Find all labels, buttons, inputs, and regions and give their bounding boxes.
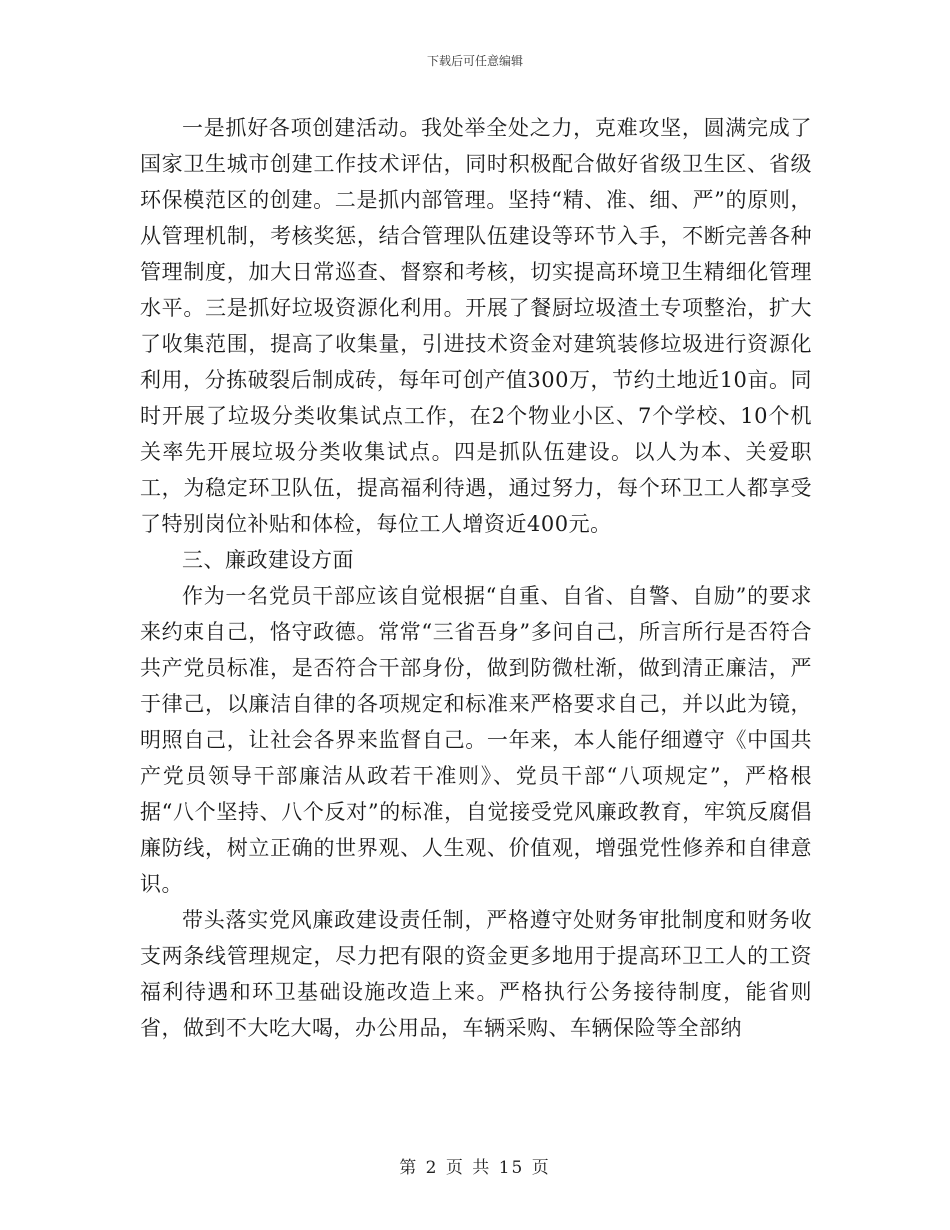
- page-header: 下载后可任意编辑: [426, 54, 523, 68]
- paragraph-3: 带头落实党风廉政建设责任制，严格遵守处财务审批制度和财务收支两条线管理规定，尽力把有限的资金更多地用于提高环卫工人的工资福利待遇和环卫基础设施改造上来。严格执行公务接待制度，能省则省，做到不大吃大喝，办公用品，车辆采购、车辆保险等全部纳: [140, 908, 812, 1040]
- section-heading: 三、廉政建设方面: [182, 548, 354, 572]
- paragraph-2: 作为一名党员干部应该自觉根据“自重、自省、自警、自励”的要求来约束自己，恪守政德。常常“三省吾身”多问自己，所言所行是否符合共产党员标准，是否符合干部身份，做到防微杜渐，做到清正廉洁，严于律己，以廉洁自律的各项规定和标准来严格要求自己，并以此为镜，明照自己，让社会各界来监督自己。一年来，本人能仔细遵守《中国共产党员领导干部廉洁从政若干准则》、党员干部“八项规定”，严格根据“八个坚持、八个反对”的标准，自觉接受党风廉政教育，牢筑反腐倡廉防线，树立正确的世界观、人生观、价值观，增强党性修养和自律意识。: [140, 584, 812, 896]
- page-footer: 第 2 页 共 15 页: [399, 1158, 551, 1178]
- document-body: [140, 110, 812, 1046]
- paragraph-1: 一是抓好各项创建活动。我处举全处之力，克难攻坚，圆满完成了国家卫生城市创建工作技术评估，同时积极配合做好省级卫生区、省级环保模范区的创建。二是抓内部管理。坚持“精、准、细、严”的原则，从管理机制，考核奖惩，结合管理队伍建设等环节入手，不断完善各种管理制度，加大日常巡查、督察和考核，切实提高环境卫生精细化管理水平。三是抓好垃圾资源化利用。开展了餐厨垃圾渣土专项整治，扩大了收集范围，提高了收集量，引进技术资金对建筑装修垃圾进行资源化利用，分拣破裂后制成砖，每年可创产值300万，节约土地近10亩。同时开展了垃圾分类收集试点工作，在2个物业小区、7个学校、10个机关率先开展垃圾分类收集试点。四是抓队伍建设。以人为本、关爱职工，为稳定环卫队伍，提高福利待遇，通过努力，每个环卫工人都享受了特别岗位补贴和体检，每位工人增资近400元。: [140, 116, 812, 536]
